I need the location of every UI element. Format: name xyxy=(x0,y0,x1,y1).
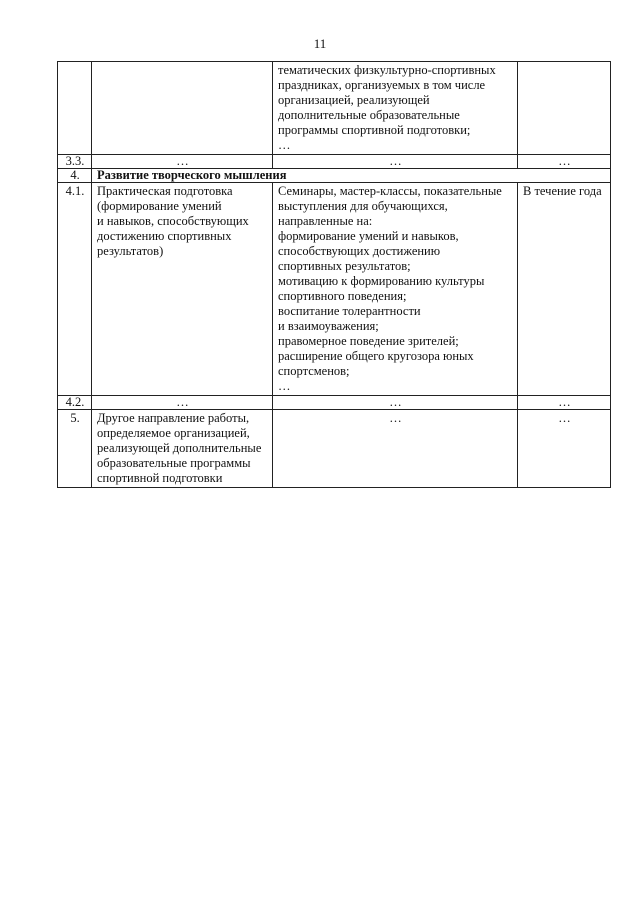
table-row xyxy=(58,155,611,169)
row-number xyxy=(58,62,92,155)
activity-line: … xyxy=(278,379,291,393)
activity-line: и взаимоуважения; xyxy=(278,319,379,333)
timing-cell: … xyxy=(518,396,611,410)
direction-line: и навыков, способствующих xyxy=(97,214,249,228)
activity-line: формирование умений и навыков, xyxy=(278,229,459,243)
sports-plan-table xyxy=(57,61,611,488)
timing-cell: … xyxy=(518,410,611,488)
activity-line: спортивного поведения; xyxy=(278,289,407,303)
table-row xyxy=(58,62,611,155)
table-row xyxy=(58,183,611,396)
activity-line: правомерное поведение зрителей; xyxy=(278,334,459,348)
timing-cell: … xyxy=(518,155,611,169)
activity-line: способствующих достижению xyxy=(278,244,441,258)
activity-line: … xyxy=(278,138,291,152)
direction-line: Другое направление работы, xyxy=(97,411,250,425)
row-number: 5. xyxy=(58,410,92,488)
row-number: 4.1. xyxy=(58,183,92,396)
direction-cell: … xyxy=(92,155,273,169)
activity-line: спортсменов; xyxy=(278,364,350,378)
direction-line: результатов) xyxy=(97,244,164,258)
activity-line: направленные на: xyxy=(278,214,373,228)
timing-cell: В течение года xyxy=(518,183,611,396)
direction-cell: … xyxy=(92,396,273,410)
table-row xyxy=(58,410,611,488)
activity-line: воспитание толерантности xyxy=(278,304,421,318)
timing-cell xyxy=(518,62,611,155)
activity-cell xyxy=(273,62,518,155)
activity-line: дополнительные образовательные xyxy=(278,108,460,122)
direction-line: (формирование умений xyxy=(97,199,222,213)
direction-cell xyxy=(92,62,273,155)
direction-line: образовательные программы xyxy=(97,456,251,470)
row-number: 3.3. xyxy=(58,155,92,169)
activity-cell: … xyxy=(273,410,518,488)
direction-line: достижению спортивных xyxy=(97,229,232,243)
direction-cell xyxy=(92,183,273,396)
activity-cell: … xyxy=(273,396,518,410)
direction-line: Практическая подготовка xyxy=(97,184,233,198)
activity-line: расширение общего кругозора юных xyxy=(278,349,474,363)
table-row xyxy=(58,169,611,183)
page-number: 11 xyxy=(313,36,327,51)
direction-line: определяемое организацией, xyxy=(97,426,250,440)
activity-line: праздниках, организуемых в том числе xyxy=(278,78,486,92)
activity-line: программы спортивной подготовки; xyxy=(278,123,471,137)
activity-cell: … xyxy=(273,155,518,169)
direction-line: спортивной подготовки xyxy=(97,471,223,485)
activity-cell xyxy=(273,183,518,396)
activity-line: выступления для обучающихся, xyxy=(278,199,448,213)
table-row xyxy=(58,396,611,410)
activity-line: тематических физкультурно-спортивных xyxy=(278,63,496,77)
activity-line: спортивных результатов; xyxy=(278,259,411,273)
direction-line: реализующей дополнительные xyxy=(97,441,262,455)
row-number: 4. xyxy=(58,169,92,183)
direction-cell xyxy=(92,410,273,488)
activity-line: мотивацию к формированию культуры xyxy=(278,274,485,288)
section-title: Развитие творческого мышления xyxy=(92,169,611,183)
activity-line: Семинары, мастер-классы, показательные xyxy=(278,184,502,198)
row-number: 4.2. xyxy=(58,396,92,410)
activity-line: организацией, реализующей xyxy=(278,93,430,107)
